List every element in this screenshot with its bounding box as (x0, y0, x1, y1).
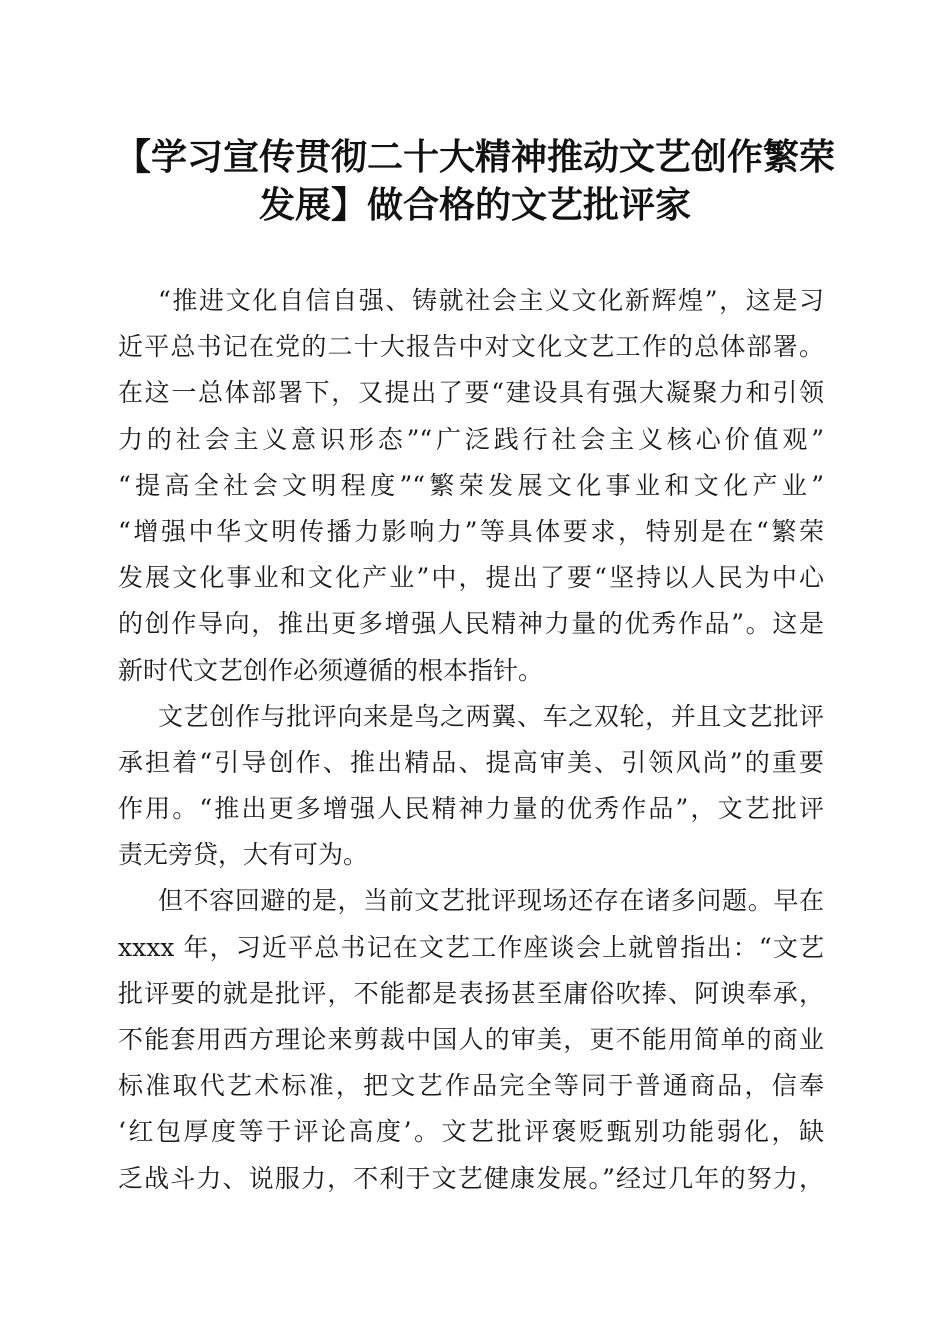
paragraph-2 (118, 694, 824, 879)
text-line: 新时代文艺创作必须遵循的根本指针。 (118, 655, 544, 685)
text-line: “推进文化自信自强、铸就社会主义文化新辉煌”，这是习 (158, 286, 824, 315)
text-line: 批评要的就是批评，不能都是表扬甚至庸俗吹捧、阿谀奉承， (118, 978, 824, 1008)
text-line: 近平总书记在党的二十大报告中对文化文艺工作的总体部署。 (118, 332, 824, 362)
document-title (100, 133, 850, 229)
title-line: 【学习宣传贯彻二十大精神推动文艺创作繁荣 (114, 136, 835, 178)
text-line: 作用。“推出更多增强人民精神力量的优秀作品”，文艺批评 (118, 794, 824, 824)
text-line: 承担着“引导创作、推出精品、提高审美、引领风尚”的重要 (118, 747, 824, 777)
text-line: 文艺创作与批评向来是鸟之两翼、车之双轮，并且文艺批评 (158, 701, 824, 731)
text-line: ‘红包厚度等于评论高度’。文艺批评褒贬甄别功能弱化，缺 (118, 1117, 824, 1147)
text-line: 不能套用西方理论来剪裁中国人的审美，更不能用简单的商业 (118, 1025, 824, 1054)
paragraph-1 (118, 278, 824, 694)
text-line: 的创作导向，推出更多增强人民精神力量的优秀作品”。这是 (118, 609, 824, 639)
text-line: 但不容回避的是，当前文艺批评现场还存在诸多问题。早在 (158, 886, 824, 916)
text-line: 发展文化事业和文化产业”中，提出了要“坚持以人民为中心 (118, 563, 824, 593)
text-line: xxxx 年，习近平总书记在文艺工作座谈会上就曾指出：“文艺 (118, 932, 824, 962)
text-line: 责无旁贷，大有可为。 (118, 840, 369, 870)
paragraph-3 (118, 878, 824, 1201)
text-line: 在这一总体部署下，又提出了要“建设具有强大凝聚力和引领 (118, 378, 824, 408)
text-line: 乏战斗力、说服力，不利于文艺健康发展。”经过几年的努力， (118, 1163, 824, 1193)
text-line: 标准取代艺术标准，把文艺作品完全等同于普通商品，信奉 (118, 1071, 824, 1101)
text-line: “增强中华文明传播力影响力”等具体要求，特别是在“繁荣 (118, 516, 824, 546)
text-line: 力的社会主义意识形态”“广泛践行社会主义核心价值观” (118, 424, 824, 454)
document-body (118, 278, 824, 1202)
title-line: 发展】做合格的文艺批评家 (258, 184, 691, 226)
text-line: “提高全社会文明程度”“繁荣发展文化事业和文化产业” (118, 470, 824, 500)
